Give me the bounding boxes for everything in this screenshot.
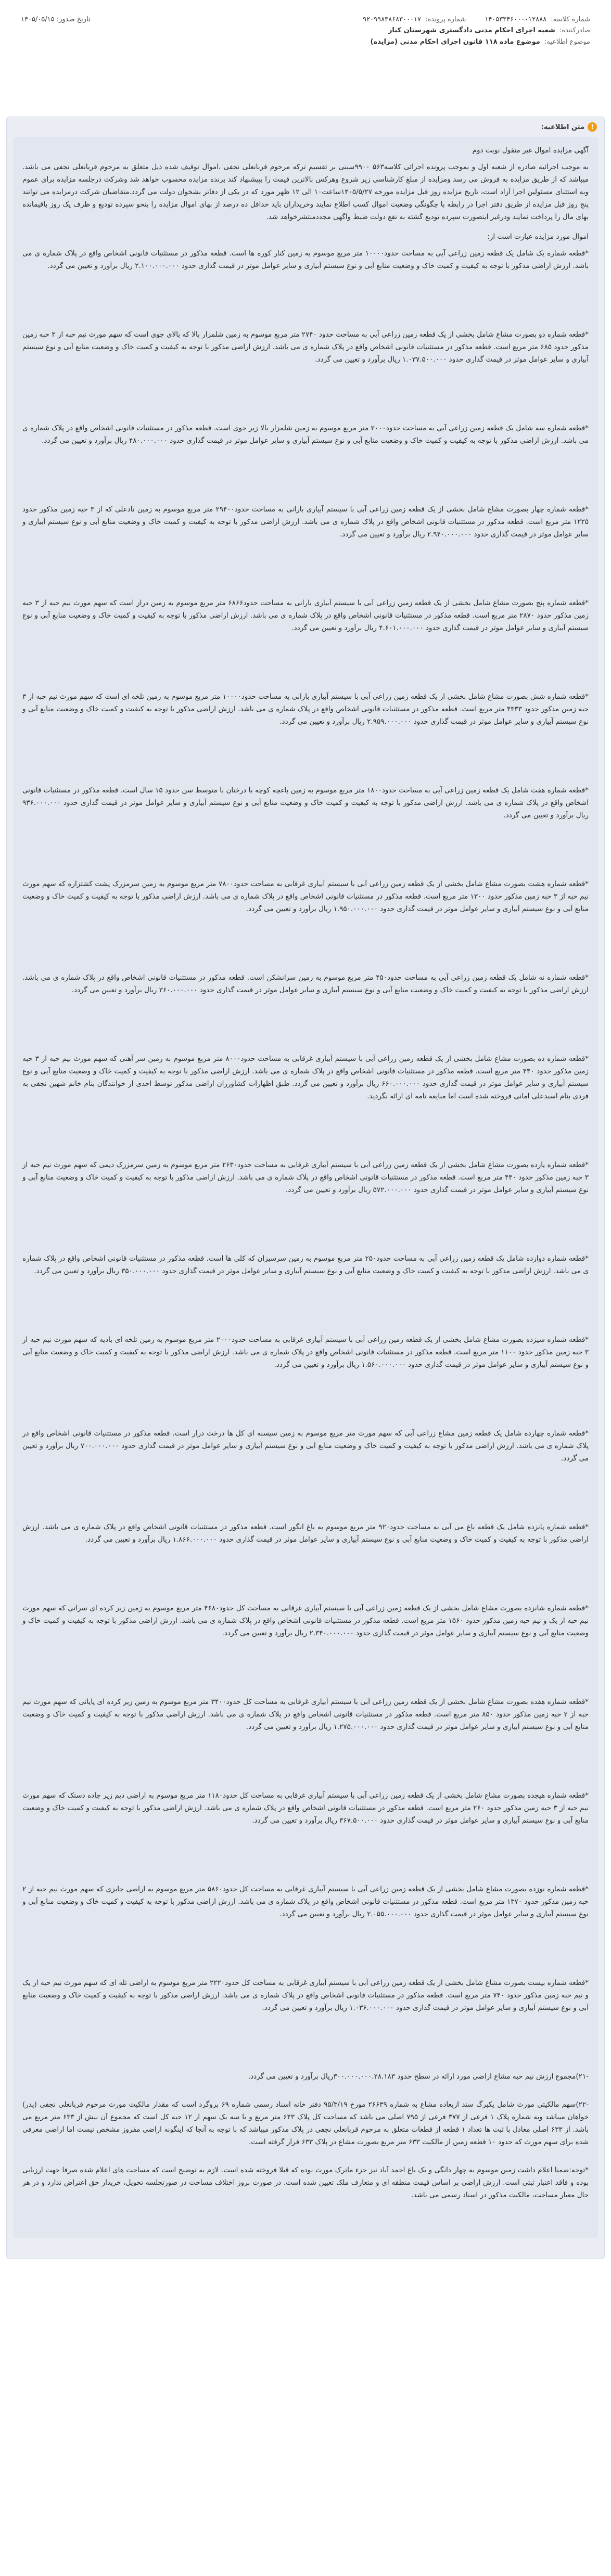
list-item: *قطعه شماره هفت شامل یک قطعه زمین زراعی آبی به مساحت حدود۱۸۰۰ متر مربع موسوم به زمین باغچه کوچه با درختان با متوسط سن حدود ۱۵ سال است. قطعه مذکور در مستثنیات قانونی اشخاص واقع در پلاک شماره ی می باشد. ارزش اراضی مذکور با توجه به کیفیت و کمیت خاک و وضعیت منابع آبی و نوع سیستم آبیاری و سایر عوامل موثر در قیمت گذاری حدود ۹۳۶.۰۰۰.۰۰۰ ریال برآورد و تعیین می گردد. <box>22 786 589 819</box>
list-item: *قطعه شماره هیجده بصورت مشاع شامل بخشی از یک قطعه زمین زراعی آبی با سیستم آبیاری غرقابی به مساحت کل حدود۱۱۸۰ متر مربع موسوم به اراضی دیم زیر جاده دستک که سهم مورث نیم حبه از ۳ حبه زمین مذکور حدود ۲۶۰ متر مربع است. قطعه مذکور در مستثنیات قانونی اشخاص واقع در پلاک شماره ی می باشد. ارزش اراضی مذکور با توجه به کیفیت و کمیت خاک و وضعیت منابع آبی و نوع سیستم آبیاری و سایر عوامل موثر در قیمت گذاری حدود ۳۶۷.۵۰۰.۰۰۰ ریال برآورد و تعیین می گردد. <box>22 1791 589 1825</box>
list-item: *قطعه شماره یک شامل یک قطعه زمین زراعی آبی به مساحت حدود۱۰۰۰۰ متر مربع موسوم به زمین کنار کوره ها است. قطعه مذکور در مستثنیات قانونی اشخاص واقع در پلاک شماره ی می باشد. ارزش اراضی مذکور با توجه به کیفیت و کمیت خاک و وضعیت منابع آبی و نوع سیستم آبیاری و سایر عوامل موثر در قیمت گذاری حدود ۲.۱۰۰.۰۰۰.۰۰۰ ریال برآورد و تعیین می گردد. <box>22 249 589 270</box>
note-attention: *توجه:ضمنا اعلام داشت زمین موسوم به چهار دانگی و یک باغ احمد آباد نیز جزء ماترک مورث بوده که قبلا فروخته شده است. لازم به توضیح است که مساحت های اعلام شده صرفا جهت ارزیابی بوده و فاقد اعتبار ثبتی است. ارزش اراضی بر اساس قیمت منطقه ای و متعارف ملک تعیین شده است. در صورت بروز اختلاف مساحت در صورتجلسه تحویل، خریدار حق اعتراض ندارد و در هر حال معیار مساحت، مالکیت مذکور در اسناد رسمی می باشد. <box>22 2166 589 2199</box>
items-title: اموال مورد مزایده عبارت است از: <box>487 233 589 241</box>
note-ownership: -۲۲)سهم مالکیتی مورث شامل یکبرگ سند ازبعاده مشاع به شماره ۲۶۶۳۹ مورخ ۹۵/۳/۱۹ دفتر خانه اسناد رسمی شماره ۶۹ بروگرد است که مقدار مالکیت مورث مرحوم قربانعلی نجفی (پدر) خواهان میباشد وبه شماره پلاک ۱ فرعی از ۳۷۷ فرعی از ۷۹۵ اصلی می باشد که مساحت کل پلاک ۶۴۳ متر مربع و با سه یک سهم از ۱۲ حبه کل است که مجموع آن بیش از ۶۳۳ متر مربع می باشد. از ۶۳۳ اصلی معادل با ثبت ها تعداد ۱ قطعه از قطعات متعلق به مرحوم قربانعلی نجفی در پلاک مذکور میباشد که با توجه به آنجا که اینگونه اراضی مفروز مشخص نیست اما اراضی معرفی شده برای سهم مورث که حدود ۱۰ قطعه زمین از مالکیت ۶۳۳ متر مربع بصورت مشاع در پلاک ۶۳۳ قرار گرفته است. <box>22 2100 589 2146</box>
list-item: *قطعه شماره ده بصورت مشاع شامل بخشی از یک قطعه زمین زراعی آبی با سیستم آبیاری غرقابی به مساحت حدود۸۰۰۰ متر مربع موسوم به زمین سر آهنی که سهم مورث نیم حبه از ۳ حبه زمین مذکور حدود ۴۴۰ متر مربع است. قطعه مذکور در مستثنیات قانونی اشخاص واقع در پلاک شماره ی می باشد. ارزش اراضی مذکور با توجه به کیفیت و کمیت خاک و وضعیت منابع آبی و نوع سیستم آبیاری و سایر عوامل موثر در قیمت گذاری حدود ۶۶۰.۰۰۰.۰۰۰ ریال برآورد و تعیین می گردد. طبق اظهارات کشاورزان اراضی مذکور توسط احدی از خوانندگان بنام خانم شهین نجفی به فردی بنام اسبدعلی امانی فروخته شده است اما مبایعه نامه ای ارائه نگردید. <box>22 1055 589 1100</box>
issuer: صادرکننده: شعبه اجرای احکام مدنی دادگستری شهرستان کیار <box>388 27 590 34</box>
list-item: *قطعه شماره نوزده بصورت مشاع شامل بخشی از یک قطعه زمین زراعی آبی با سیستم آبیاری غرقابی به مساحت کل حدود۵۸۶۰ متر مربع موسوم به اراضی جایزی که سهم مورث نیم حبه از ۲ حبه زمین مذکور حدود ۱۳۷۰ متر مربع است. قطعه مذکور در مستثنیات قانونی اشخاص واقع در پلاک شماره ی می باشد. ارزش اراضی مذکور با توجه به کیفیت و کمیت خاک و وضعیت منابع آبی و نوع سیستم آبیاری و سایر عوامل موثر در قیمت گذاری حدود ۲.۰۵۵.۰۰۰.۰۰۰ ریال برآورد و تعیین می گردد. <box>22 1885 589 1918</box>
list-item: *قطعه شماره پانزده شامل یک قطعه باغ می آبی به مساحت حدود۹۲۰ متر مربع موسوم به باغ انگور است. قطعه مذکور در مستثنیات قانونی اشخاص واقع در پلاک شماره ی می باشد. ارزش اراضی مذکور با توجه به کیفیت و کمیت خاک و وضعیت منابع آبی و نوع سیستم آبیاری و سایر عوامل موثر در قیمت گذاری حدود ۱.۸۶۶.۰۰۰.۰۰۰ ریال برآورد و تعیین می گردد. <box>22 1523 589 1544</box>
list-item: *قطعه شماره چهارده شامل یک قطعه زمین مشاع زراعی آبی که سهم مورث متر مربع موسوم به زمین سیسنه ای کل ها درخت درار است. قطعه مذکور در مستثنیات قانونی اشخاص واقع در پلاک شماره ی می باشد. ارزش اراضی مذکور با توجه به کیفیت و کمیت خاک و وضعیت منابع آبی و نوع سیستم آبیاری و سایر عوامل موثر در قیمت گذاری حدود ۷۰۰.۰۰۰.۰۰۰ ریال برآورد و تعیین می گردد. <box>22 1429 589 1463</box>
notice-header <box>21 14 590 55</box>
case-number: شماره پرونده: ۹۲۰۹۹۸۳۸۶۸۳۰۰۰۱۷ <box>363 15 466 23</box>
list-item: *قطعه شماره سیزده بصورت مشاع شامل بخشی از یک قطعه زمین زراعی آبی با سیستم آبیاری غرقابی به مساحت حدود۲۰۰۰ متر مربع موسوم به زمین تلخه ای بادیه که سهم مورث نیم حبه از ۳ حبه زمین مذکور حدود ۱۱۰۰ متر مربع است. قطعه مذکور در مستثنیات قانونی اشخاص واقع در پلاک شماره ی می باشد. ارزش اراضی مذکور با توجه به کیفیت و کمیت خاک و وضعیت منابع آبی و نوع سیستم آبیاری و سایر عوامل موثر در قیمت گذاری حدود ۱.۵۶۰.۰۰۰.۰۰۰ ریال برآورد و تعیین می گردد. <box>22 1336 589 1369</box>
list-item: *قطعه شماره نه شامل یک قطعه زمین زراعی آبی به مساحت حدود۴۵۰ متر مربع موسوم به زمین سرانشکن است. قطعه مذکور در مستثنیات قانونی اشخاص واقع در پلاک شماره ی می باشد. ارزش اراضی مذکور با توجه به کیفیت و کمیت خاک و وضعیت منابع آبی و نوع سیستم آبیاری و سایر عوامل موثر در قیمت گذاری حدود ۳۶۰.۰۰۰.۰۰۰ ریال برآورد و تعیین می گردد. <box>22 973 589 994</box>
list-item: *قطعه شماره هفده بصورت مشاع شامل بخشی از یک قطعه زمین زراعی آبی با سیستم آبیاری غرقابی به مساحت کل حدود۳۴۰۰ متر مربع موسوم به زمین زیر کرده ای پایانی که سهم مورث نیم حبه از ۲ حبه زمین مذکور حدود ۸۵۰ متر مربع است. قطعه مذکور در مستثنیات قانونی اشخاص واقع در پلاک شماره ی می باشد. ارزش اراضی مذکور با توجه به کیفیت و کمیت خاک و وضعیت منابع آبی و نوع سیستم آبیاری و سایر عوامل موثر در قیمت گذاری حدود ۱.۲۷۵.۰۰۰.۰۰۰ ریال برآورد و تعیین می گردد. <box>22 1698 589 1731</box>
notice-text-title: ! متن اطلاعیه: <box>7 117 604 137</box>
list-item: *قطعه شماره هشت بصورت مشاع شامل بخشی از یک قطعه زمین زراعی آبی با سیستم آبیاری غرقابی به مساحت حدود۷۸۰۰ متر مربع موسوم به زمین سرمزرک پشت کشتزاره که سهم مورث نیم حبه از ۳ حبه زمین مذکور حدود ۱۳۰۰ متر مربع است. قطعه مذکور در مستثنیات قانونی اشخاص واقع در پلاک شماره ی می باشد. ارزش اراضی مذکور با توجه به کیفیت و کمیت خاک و وضعیت منابع آبی و نوع سیستم آبیاری و سایر عوامل موثر در قیمت گذاری حدود ۱.۹۵۰.۰۰۰.۰۰۰ ریال برآورد و تعیین می گردد. <box>22 880 589 913</box>
list-item: *قطعه شماره شانزده بصورت مشاع شامل بخشی از یک قطعه زمین زراعی آبی با سیستم آبیاری غرقابی به مساحت کل حدود۴۶۸۰ متر مربع موسوم به زمین زیر کرده ای سراتی که سهم مورث نیم حبه از یک و نیم حبه زمین مذکور حدود ۱۵۶۰ متر مربع است. قطعه مذکور در مستثنیات قانونی اشخاص واقع در پلاک شماره ی می باشد. ارزش اراضی مذکور با توجه به کیفیت و کمیت خاک و وضعیت منابع آبی و نوع سیستم آبیاری و سایر عوامل موثر در قیمت گذاری حدود ۲.۳۴۰.۰۰۰.۰۰۰ ریال برآورد و تعیین می گردد. <box>22 1604 589 1637</box>
list-item: *قطعه شماره شش بصورت مشاع شامل بخشی از یک قطعه زمین زراعی آبی با سیستم آبیاری بارانی به مساحت حدود۱۰۰۰۰ متر مربع موسوم به زمین تلخه ای است که سهم مورث نیم حبه از ۳ حبه زمین مذکور حدود ۴۳۳۳ متر مربع است. قطعه مذکور در مستثنیات قانونی اشخاص واقع در پلاک شماره ی می باشد. ارزش اراضی مذکور با توجه به کیفیت و کمیت خاک و وضعیت منابع آبی و نوع سیستم آبیاری و سایر عوامل موثر در قیمت گذاری حدود ۲.۹۵۹.۰۰۰.۰۰۰ ریال برآورد و تعیین می گردد. <box>22 693 589 726</box>
notice-text-panel <box>6 117 605 2259</box>
list-item: *قطعه شماره چهار بصورت مشاع شامل بخشی از یک قطعه زمین زراعی آبی با سیستم آبیاری بارانی به مساحت حدود۲۹۴۰۰ متر مربع موسوم به زمین نادعلی که از ۳ حبه زمین مذکور حدود ۱۲۲۵ متر مربع است. قطعه مذکور در مستثنیات قانونی اشخاص واقع در پلاک شماره ی می باشد. ارزش اراضی مذکور با توجه به کیفیت و کمیت خاک و وضعیت منابع آبی و نوع سیستم آبیاری و سایر عوامل موثر در قیمت گذاری حدود ۲.۹۴۰.۰۰۰.۰۰۰ ریال برآورد و تعیین می گردد. <box>22 505 589 539</box>
total-line: -۲۱)مجموع ارزش نیم حبه مشاع اراضی مورد ارائه در سطح حدود ۳۰۰.۰۰۰.۰۰۰.۲۸.۱۸۳ریال برآورد و تعیین می گردد. <box>248 2072 589 2081</box>
list-item: *قطعه شماره بیست بصورت مشاع شامل بخشی از یک قطعه زمین زراعی آبی با سیستم آبیاری غرقابی به مساحت کل حدود۲۲۲۰ متر مربع موسوم به اراضی تله ای که سهم مورث نیم حبه از یک و نیم حبه زمین مذکور حدود ۷۴۰ متر مربع است. قطعه مذکور در مستثنیات قانونی اشخاص واقع در پلاک شماره ی می باشد. ارزش اراضی مذکور با توجه به کیفیت و کمیت خاک و وضعیت منابع آبی و نوع سیستم آبیاری و سایر عوامل موثر در قیمت گذاری حدود ۱.۰۳۶.۰۰۰.۰۰۰ ریال برآورد و تعیین می گردد. <box>22 1979 589 2012</box>
info-icon: ! <box>588 122 597 132</box>
list-item: *قطعه شماره دوازده شامل یک قطعه زمین زراعی آبی به مساحت حدود۲۵۰ متر مربع موسوم به زمین سرسیزان که کلی ها است. قطعه مذکور در مستثنیات قانونی اشخاص واقع در پلاک شماره ی می باشد. ارزش اراضی مذکور با توجه به کیفیت و کمیت خاک و وضعیت منابع آبی و نوع سیستم آبیاری و سایر عوامل موثر در قیمت گذاری حدود ۳۵۰.۰۰۰.۰۰۰ ریال برآورد و تعیین می گردد. <box>22 1254 589 1275</box>
list-item: *قطعه شماره پنج بصورت مشاع شامل بخشی از یک قطعه زمین زراعی آبی با سیستم آبیاری بارانی به مساحت حدود۶۸۶۶ متر مربع موسوم به زمین دراز است که سهم مورث نیم حبه از ۳ حبه زمین مذکور حدود ۲۸۷۰ متر مربع است. قطعه مذکور در مستثنیات قانونی اشخاص واقع در پلاک شماره ی می باشد. ارزش اراضی مذکور با توجه به کیفیت و کمیت خاک و وضعیت منابع آبی و نوع سیستم آبیاری و سایر عوامل موثر در قیمت گذاری حدود ۴.۶۰۱.۰۰۰.۰۰۰ ریال برآورد و تعیین می گردد. <box>22 599 589 632</box>
notice-body <box>13 137 598 2238</box>
class-number: شماره کلاسه: ۱۴۰۵۳۳۴۶۰۰۰۰۱۲۸۸۸ <box>485 15 590 23</box>
notice-meta <box>363 16 590 23</box>
notice-intro: به موجب اجرائیه صادره از شعبه اول و بموجب پرونده اجرائی کلاسه۵۶۳ ۹۹۰۰سبنی بر تقسیم ترکه مرحوم قربانعلی نجفی ،اموال توقیف شده ذیل متعلق به مرحوم قربانعلی نجفی می باشد. میباشد که از طریق مزایده به فروش می رسد ومزایده از مبلغ کارشناسی زیر شروع وهرکس بالاترین قیمت را بپیشنهاد کند برنده مزایده محسوب خواهد شد وشرکت درجلسه مزایده برای عموم وبه استثنای مسئولین اجرا آزاد است، تاریخ مزایده روز قبل مزایده مورخه ۱۴۰۵/۵/۲۷ساعت۱۰ الی ۱۲ ظهر مورد که در یکی از دفاتر بشخوان دولت می گردد.متقاضیان شرکت درمزایده می توانند پنج روز قبل مزایده از طریق دفتر اجرا در رابطه با چگونگی وضعیت اموال کسب اطلاع نمایند وخریداران باید حداقل ده درصد از بهای اموال مزایده را بنحو سپرده تودیع و ظرف یک روز باقیمانده بهای مال را پرداخت نمایند ودرغیر اینصورت سپرده تودیع گشته به نفع دولت ضبط واگهی مجددمنتشرخواهد شد. <box>22 163 589 221</box>
notice-heading: آگهی مزایده اموال غیر منقول نوبت دوم <box>472 146 589 155</box>
list-item: *قطعه شماره سه شامل یک قطعه زمین زراعی آبی به مساحت حدود۲۰۰۰ متر مربع موسوم به زمین شلمزار بالا زیر جوی است. قطعه مذکور در مستثنیات قانونی اشخاص واقع در پلاک شماره ی می باشد. ارزش اراضی مذکور با توجه به کیفیت و کمیت خاک و وضعیت منابع آبی و نوع سیستم آبیاری و سایر عوامل موثر در قیمت گذاری حدود ۴۸۰.۰۰۰.۰۰۰ ریال برآورد و تعیین می گردد. <box>22 424 589 445</box>
list-item: *قطعه شماره دو بصورت مشاع شامل بخشی از یک قطعه زمین زراعی آبی به مساحت حدود ۲۷۴۰ متر مربع موسوم به زمین شلمزار بالا که بالای جوی است که سهم مورث نیم حبه از ۳ حبه زمین مذکور حدود ۶۸۵ متر مربع است. قطعه مذکور در مستثنیات قانونی اشخاص واقع در پلاک شماره ی می باشد. ارزش اراضی مذکور با توجه به کیفیت و کمیت خاک و وضعیت منابع آبی و نوع سیستم آبیاری و سایر عوامل موثر در قیمت گذاری حدود ۱.۰۳۷.۵۰۰.۰۰۰ ریال برآورد و تعیین می گردد. <box>22 330 589 364</box>
list-item: *قطعه شماره یازده بصورت مشاع شامل بخشی از یک قطعه زمین زراعی آبی با سیستم آبیاری غرقابی به مساحت حدود۲۶۳۰ متر مربع موسوم به زمین سرمزرک دیمی که سهم مورث نیم حبه از ۳ حبه زمین مذکور حدود ۴۴۰ متر مربع است. قطعه مذکور در مستثنیات قانونی اشخاص واقع در پلاک شماره ی می باشد. ارزش اراضی مذکور با توجه به کیفیت و کمیت خاک و وضعیت منابع آبی و نوع سیستم آبیاری و سایر عوامل موثر در قیمت گذاری حدود ۵۷۲.۰۰۰.۰۰۰ ریال برآورد و تعیین می گردد. <box>22 1161 589 1194</box>
notice-subject: موضوع اطلاعیه: موضوع ماده ۱۱۸ قانون اجرای احکام مدنی (مزایده) <box>370 38 590 46</box>
items-list <box>22 247 589 2014</box>
issue-date: تاریخ صدور: ۱۴۰۵/۰۵/۱۵ <box>21 15 91 23</box>
